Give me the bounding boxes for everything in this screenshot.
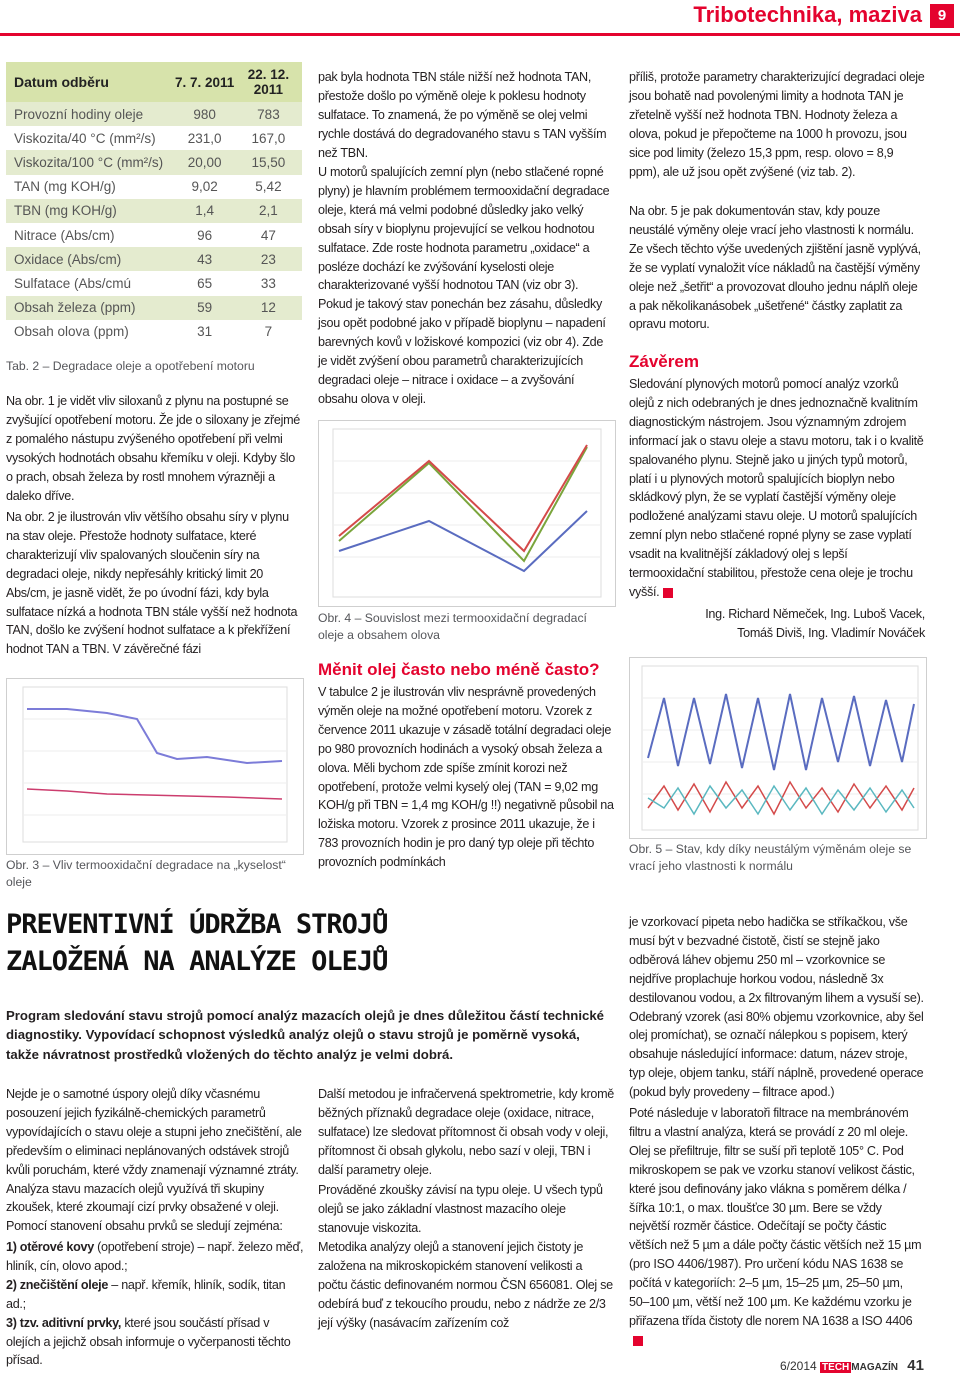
- header-rule: [0, 33, 960, 36]
- authors-line-2: Tomáš Diviš, Ing. Vladimír Nováček: [737, 626, 925, 640]
- table-cell: 33: [260, 275, 276, 291]
- end-mark: [663, 588, 673, 598]
- article-lead: Program sledování stavu strojů pomocí analýz mazacích olejů je dnes důležitou částí technické diagnostiky. Vypovídací schopnost výsledků analýz olejů o stavu strojů je poměrně vysoká, takže návratnost prostředků vložených do těchto analýz je velmi dobrá.: [6, 1008, 605, 1062]
- col2-paragraph-1: pak byla hodnota TBN stále nižší než hodnota TAN, přestože došlo po výměně oleje k poklesu hodnoty sulfatace. To znamená, že po výměně se olej velmi rychle dostává do degradovaného stavu s TAN vyšším než TBN.: [318, 70, 607, 160]
- table-row: [6, 102, 302, 126]
- table-row: [6, 126, 302, 150]
- col3-paragraph-3: [629, 375, 925, 602]
- table-cell: Obsah železa (ppm): [6, 296, 174, 320]
- authors-line-1: Ing. Richard Němeček, Ing. Luboš Vacek,: [705, 607, 925, 621]
- table-cell: 31: [197, 324, 213, 340]
- table-cell: TAN (mg KOH/g): [14, 179, 116, 195]
- table-cell: 96: [197, 227, 213, 243]
- table-cell: Oxidace (Abs/cm): [6, 247, 174, 271]
- col3-paragraph-1: příliš, protože parametry charakterizující degradaci oleje jsou bohatě nad povolenými limity a hodnota TAN je zřetelně vyšší než hodnota TBN. Hodnoty železa a olova, pokud je přepočteme na 1000 h provozu, jsou sice pod limity (železo 15,3 ppm, resp. olovo = 8,9 ppm), ale už jsou opět zvýšené (viz tab. 2).: [629, 70, 925, 179]
- list-item-text: – např. křemík, hliník, sodík, titan ad.;: [6, 1277, 286, 1311]
- conclusion-heading: Závěrem: [629, 352, 699, 371]
- list-item-text: (opotřebení stroje) – např. železo měď, hliník, cín, olovo apod.;: [6, 1240, 304, 1273]
- list-item-label: 2) znečištění oleje: [6, 1277, 109, 1292]
- list-item-text: které jsou součástí přísad v olejích a jejichž obsah informuje o vyčerpanosti těchto přísad.: [6, 1315, 291, 1368]
- table-cell: 23: [235, 247, 302, 271]
- list-item: [6, 1238, 304, 1276]
- article2-col1-paragraph: Nejde je o samotné úspory olejů díky včasnému posouzení jejich fyzikálně-chemických parametrů vypovídajících o stavu oleje a stupni jeho znečištění, ale především o eliminaci neplánovaných odstávek strojů kvůli poruchám, které vždy znamenají významné ztráty. Analýza stavu mazacích olejů využívá tři skupiny zkoušek, které zkoumají cizí prvky obsažené v oleji. Pomocí stanovení obsahu prvků se sledují zejména:: [6, 1087, 302, 1234]
- table-row: [6, 223, 302, 247]
- table-row: [6, 271, 302, 295]
- table-cell: 783: [235, 102, 302, 126]
- page-badge: 9: [930, 4, 954, 28]
- table-cell: Viskozita/40 °C (mm²/s): [14, 130, 156, 146]
- list-item: [6, 1276, 304, 1314]
- col1-paragraph-1: Na obr. 1 je vidět vliv siloxanů z plynu na postupné se zvyšující opotřebení motoru. Že jde o siloxany je zřejmé z pomalého nástupu zvýšeného opotřebení při velmi vysokých hodnotách obsahu křemíku v oleji. Kdyby šlo o prach, obsah železa by rostl mnohem výrazněji a daleko dříve.: [6, 394, 300, 503]
- end-mark: [633, 1336, 643, 1346]
- table-caption: Tab. 2 – Degradace oleje a opotřebení motoru: [6, 359, 255, 373]
- col2-subheading: Měnit olej často nebo méně často?: [318, 660, 600, 679]
- col1-paragraph-2: Na obr. 2 je ilustrován vliv většího obsahu síry v plynu na stav oleje. Přestože hodnoty sulfatace, které charakterizují vliv spalovaných sloučenin síry na degradaci oleje, nikdy nepřesáhly kritický limit 20 Abs/cm, je jasně vidět, že po úvodní fázi, kdy byla sulfatace nízká a hodnota TBN stále vyšší než hodnota TAN, došlo ke zvýšení hodnot sulfatace a k překřížení hodnot TAN a TBN. V závěrečné fázi: [6, 510, 298, 657]
- element-list: [6, 1238, 304, 1370]
- plot-area: [23, 687, 287, 842]
- table-cell: Sulfatace (Abs/cmú: [14, 275, 132, 291]
- table-row: [6, 296, 302, 320]
- oil-degradation-table: [6, 62, 302, 344]
- article2-col2-paragraph-2: Prováděné zkoušky závisí na typu oleje. U všech typů olejů se jako základní vlastnost mazacího oleje stanovuje viskozita.: [318, 1183, 603, 1235]
- table-cell: 7: [264, 324, 273, 340]
- table-cell: Obsah olova (ppm): [14, 324, 129, 340]
- figure-3-chart: [7, 679, 303, 854]
- figure-4-caption: Obr. 4 – Souvislost mezi termooxidační degradací oleje a obsahem olova: [318, 611, 587, 642]
- article-headline: [6, 906, 387, 980]
- table-cell: 5,42: [255, 179, 282, 195]
- table-cell: 231,0: [187, 130, 222, 146]
- headline-line-1: PREVENTIVNÍ ÚDRŽBA STROJŮ: [6, 909, 388, 940]
- figure-4-chart: [319, 421, 615, 606]
- article2-col2-paragraph-3: Metodika analýzy olejů a stanovení jejich čistoty je založena na mikroskopickém stanovení velikosti a počtu částic definovaném normou ČSN 656081. Olej se odebírá buď z tekoucího proudu, nebo z nádrže ze 2/3 její výšky (nasávacím zařízením což: [318, 1240, 613, 1330]
- col3-paragraph-2: Na obr. 5 je pak dokumentován stav, kdy pouze neustálé výměny oleje vrací jeho vlastnosti k normálu. Ze všech těchto výše uvedených zjištění jasně vyplývá, že se vyplatí vynaložit více nákladů na častější výměny oleje než „šetřit“ a provozovat dlouho jednu náplň oleje a pak několikanásobek „ušetřené“ částky zaplatit za opravu motoru.: [629, 204, 921, 332]
- table-row: [6, 320, 302, 344]
- table-cell: 15,50: [235, 150, 302, 174]
- table-row: [6, 175, 302, 199]
- table-cell: Viskozita/100 °C (mm²/s): [6, 150, 174, 174]
- table-cell: 20,00: [174, 150, 234, 174]
- table-cell: 47: [260, 227, 276, 243]
- plot-area: [333, 429, 601, 597]
- headline-line-2: ZALOŽENÁ NA ANALÝZE OLEJŮ: [6, 946, 388, 977]
- table-cell: 167,0: [251, 130, 286, 146]
- table-header-cell: 22. 12. 2011: [235, 62, 302, 102]
- article2-col3-paragraph-1: je vzorkovací pipeta nebo hadička se stříkačkou, vše musí být v bezvadné čistotě, čistí se stejně jako odběrová láhev objemu 250 ml – vzorkovnice se nejdříve proplachuje horkou vodou, následně 3x destilovanou vodou, a 2x filtrovaným lihem a vysuší se). Odebraný vzorek (asi 80% objemu vzorkovnice, aby šel olej promíchat), se označí nálepkou s popisem, který obsahuje následující informace: datum, název stroje, typ oleje, objem tanku, stáří náplně, provedené operace (pokud byly provedeny – filtrace apod.): [629, 915, 924, 1100]
- table-cell: TBN (mg KOH/g): [6, 199, 174, 223]
- article2-col3-paragraph-2-text: Poté následuje v laboratoři filtrace na membránovém filtru a vlastní analýza, která se provádí z 20 ml oleje. Olej se přefiltruje, filtr se suší při teplotě 105° C. Pod mikroskopem se pak ve vzorku stanoví velikost částic, které jsou definovány jako vlákna s poměrem délka / šířka 10:1, o max. tloušťce 30 µm. Bere se vždy největší rozměr částice. Odečítají se počty částic větších než 5 µm a dále počty částic větších než 15 µm (pro ISO 4406/1987). Pro určení kódu NAS 1638 se počítá v kategoriích: 2–5 µm, 15–25 µm, 25–50 µm, 50–100 µm, větší než 100 µm. Ke každému vzorku je přiřazena třída čistoty dle norem NA 1638 a ISO 4406: [629, 1106, 922, 1328]
- table-header-row: [6, 62, 302, 102]
- table-cell: 59: [174, 296, 234, 320]
- figure-3-caption: Obr. 3 – Vliv termooxidační degradace na „kyselost“ oleje: [6, 858, 286, 889]
- table-cell: 43: [174, 247, 234, 271]
- magazine-logo-tech: TECH: [822, 1362, 850, 1373]
- table-cell: 65: [197, 275, 213, 291]
- figure-3: [6, 678, 304, 855]
- section-title: Tribotechnika, maziva: [693, 2, 922, 27]
- table-row: [6, 199, 302, 223]
- figure-5: [629, 657, 927, 839]
- issue-number: 6/2014: [780, 1359, 817, 1373]
- article2-col3-paragraph-2: [629, 1104, 925, 1350]
- table-cell: 1,4: [174, 199, 234, 223]
- list-item-label: 1) otěrové kovy: [6, 1240, 94, 1254]
- table-cell: 12: [235, 296, 302, 320]
- table-row: [6, 247, 302, 271]
- figure-5-caption: Obr. 5 – Stav, kdy díky neustálým výměnám oleje se vrací jeho vlastnosti k normálu: [629, 842, 912, 873]
- table-header-cell: 7. 7. 2011: [174, 62, 234, 102]
- table-header-cell: Datum odběru: [6, 62, 174, 102]
- table-cell: 980: [174, 102, 234, 126]
- page-footer: [780, 1357, 924, 1374]
- figure-5-chart: [630, 658, 926, 838]
- page-number: 41: [907, 1357, 924, 1374]
- table-cell: Nitrace (Abs/cm): [14, 227, 115, 243]
- col2-paragraph-2: U motorů spalujících zemní plyn (nebo stlačené ropné plyny) je hlavním problémem termooxidační degradace oleje, která má velmi podobné důsledky jako velký obsah síry v bioplynu projevující se velkou hodnotou sulfatace. Zde roste hodnota parametru „oxidace“ a posléze dochází ke zvýšování kyselosti oleje charakterizované vyšší hodnotou TAN (viz obr 3). Pokud je takový stav ponechán bez zásahu, důsledky jsou opět podobné jako v případě bioplynu – napadení barevných kovů v ložiskové kompozici (viz obr 4). Zde je vidět zvýšení obou parametrů charakterizujících degradaci oleje – nitrace i oxidace – a zvyšování obsahu olova v oleji.: [318, 165, 610, 406]
- list-item-label: 3) tzv. aditivní prvky,: [6, 1315, 122, 1330]
- magazine-logo-magazin: MAGAZÍN: [851, 1362, 898, 1373]
- table-cell: Provozní hodiny oleje: [6, 102, 174, 126]
- article2-col2-paragraph-1: Další metodou je infračervená spektrometrie, kdy kromě běžných příznaků degradace oleje (oxidace, nitrace, sulfatace) lze sledovat přítomnost či obsah vody v oleji, přítomnost či obsah glykolu, nebo sazí v oleji, TBN i další parametry oleje.: [318, 1087, 614, 1177]
- table-cell: 9,02: [191, 179, 218, 195]
- plot-area: [642, 666, 918, 830]
- table-row: [6, 150, 302, 174]
- table-cell: 2,1: [235, 199, 302, 223]
- col3-paragraph-3-text: Sledování plynových motorů pomocí analýz vzorků olejů z nich odebraných je dnes jednoznačně kvalitním diagnostickým nástrojem. Jsou významným zdrojem informací jak o stavu oleje a stavu motoru, tak i o kvalitě spalovaného plynu. Stejně jako u jiných typů motorů, platí i u plynových motorů spalujících bioplyn nebo skládkový plyn, že se vyplatí častější výměny oleje podložené analýzami stavu oleje. U motorů spalujících zemní plyn nebo stlačené ropné plyny se zase vyplatí vsadit na kvalitnější základový olej s lepší termooxidační stabilitou, přestože cena oleje je trochu vyšší.: [629, 377, 924, 599]
- col2-paragraph-3: V tabulce 2 je ilustrován vliv nesprávně provedených výměn oleje na možné opotřebení motoru. Vzorek z července 2011 ukazuje v zásadě totální degradaci oleje po 980 provozních hodinách a vysoký obsah železa a olova. Měli bychom zde spíše zmínit korozi než opotřebení, protože velmi kyselý olej (TAN = 9,02 mg KOH/g při TBN = 1,4 mg KOH/g !!) negativně působil na ložiska motoru. Vzorek z prosince 2011 ukazuje, že i 783 provozních hodin je pro daný typ oleje při těchto provozních podmínkách: [318, 685, 614, 870]
- figure-4: [318, 420, 616, 607]
- list-item: [6, 1314, 304, 1371]
